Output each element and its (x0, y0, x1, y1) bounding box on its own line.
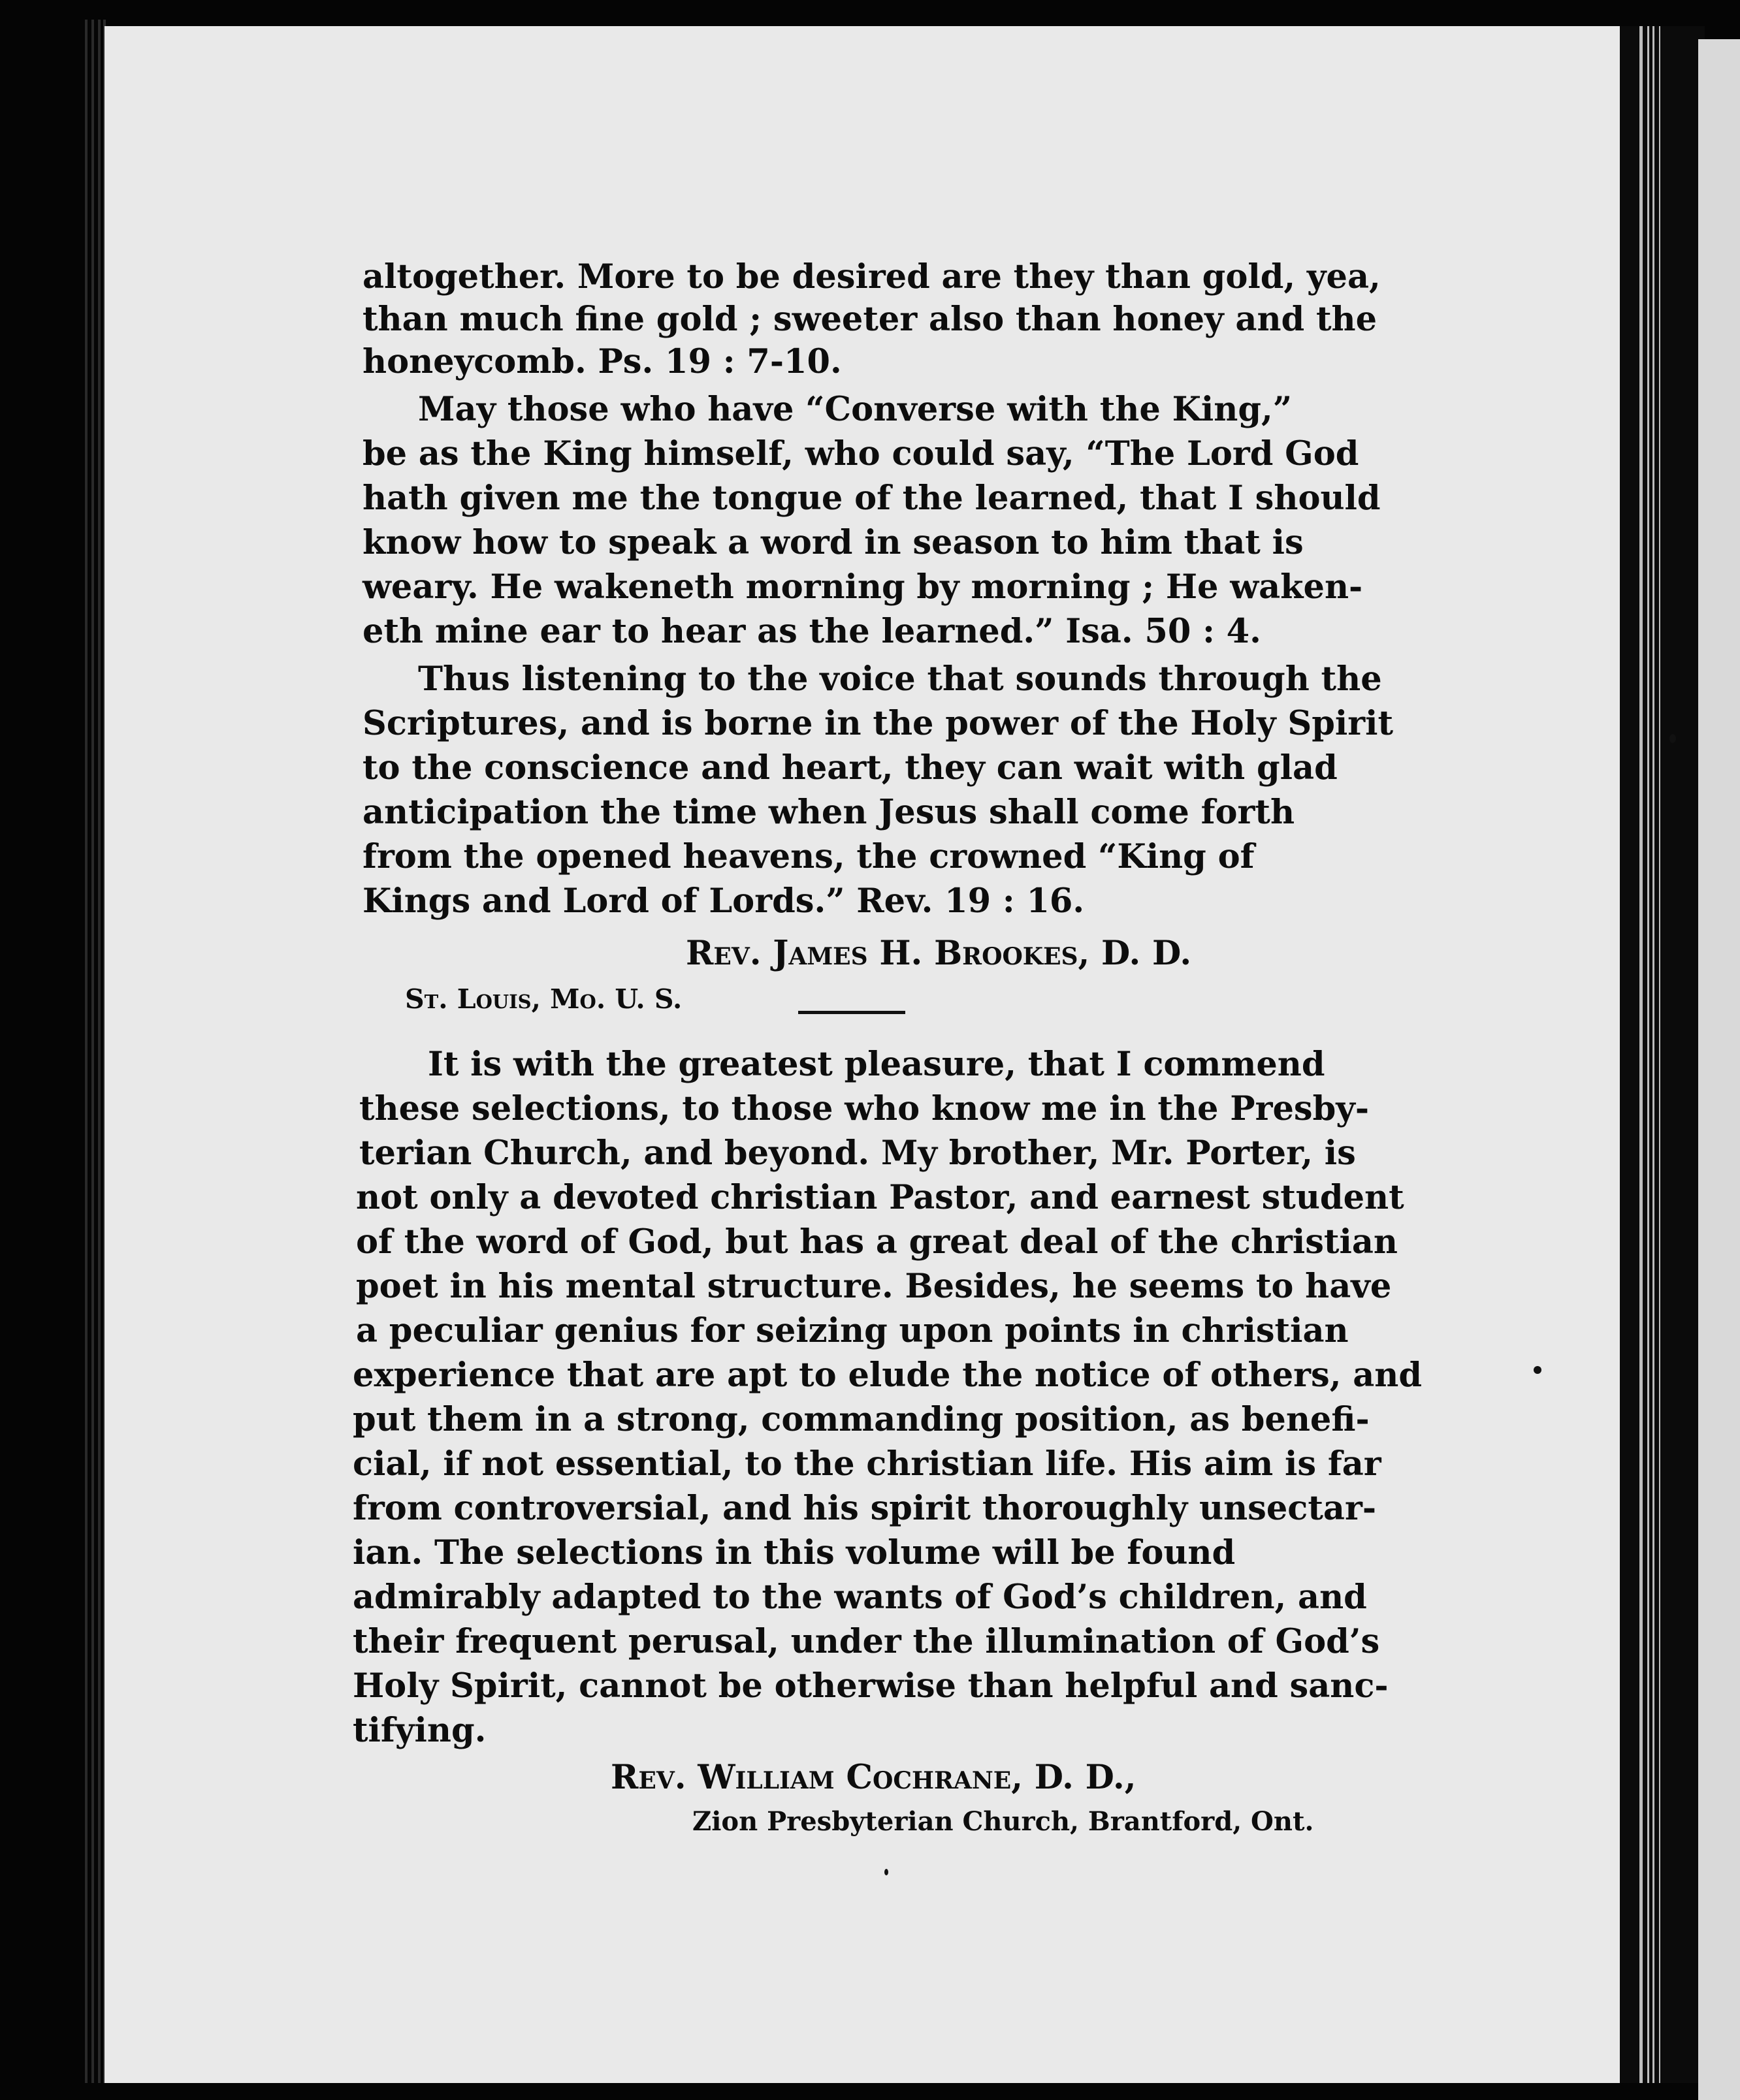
scan-speck (1669, 734, 1676, 743)
section-divider (798, 1011, 905, 1014)
text-line: anticipation the time when Jesus shall come forth (362, 793, 1295, 832)
text-line: Thus listening to the voice that sounds through the (418, 660, 1382, 699)
text-line: altogether. More to be desired are they than gold, yea, (362, 257, 1381, 296)
text-line: know how to speak a word in season to him that is (362, 523, 1304, 562)
scan-speck (884, 1869, 888, 1875)
facing-page-edge (1698, 39, 1740, 2100)
text-line: poet in his mental structure. Besides, he seems to have (356, 1267, 1392, 1306)
text-line: tifying. (353, 1711, 487, 1750)
text-line: experience that are apt to elude the notice of others, and (353, 1356, 1423, 1395)
text-line: honeycomb. Ps. 19 : 7-10. (362, 342, 842, 381)
text-line: these selections, to those who know me in the Presby- (359, 1089, 1370, 1128)
text-line: May those who have “Converse with the King,” (418, 390, 1293, 429)
text-line: from the opened heavens, the crowned “King of (362, 837, 1255, 876)
signature-name: Rev. William Cochrane, D. D., (611, 1758, 1136, 1797)
text-line: Scriptures, and is borne in the power of the Holy Spirit (362, 704, 1394, 743)
text-line: ian. The selections in this volume will be found (353, 1533, 1236, 1572)
scan-speck (1534, 1366, 1541, 1374)
text-line: be as the King himself, who could say, “The Lord God (362, 434, 1359, 473)
signature-place: Zion Presbyterian Church, Brantford, Ont. (692, 1806, 1314, 1837)
text-line: to the conscience and heart, they can wait with glad (362, 748, 1338, 788)
right-binding (1620, 26, 1705, 2083)
signature-place: St. Louis, Mo. U. S. (405, 983, 683, 1015)
text-line: weary. He wakeneth morning by morning ; He waken- (362, 567, 1363, 607)
text-line: their frequent perusal, under the illumination of God’s (353, 1622, 1380, 1661)
text-line: a peculiar genius for seizing upon points in christian (356, 1311, 1349, 1350)
text-line: Holy Spirit, cannot be otherwise than helpful and sanc- (353, 1666, 1389, 1706)
text-line: of the word of God, but has a great deal of the christian (356, 1222, 1398, 1262)
text-line: than much fine gold ; sweeter also than honey and the (362, 300, 1378, 339)
text-line: not only a devoted christian Pastor, and earnest student (356, 1178, 1404, 1217)
text-line: terian Church, and beyond. My brother, Mr. Porter, is (359, 1134, 1356, 1173)
text-line: cial, if not essential, to the christian life. His aim is far (353, 1444, 1381, 1484)
signature-name: Rev. James H. Brookes, D. D. (686, 934, 1192, 973)
text-line: hath given me the tongue of the learned, that I should (362, 479, 1381, 518)
text-line: from controversial, and his spirit thoroughly unsectar- (353, 1489, 1377, 1528)
text-line: put them in a strong, commanding position, as benefi- (353, 1400, 1370, 1439)
text-line: Kings and Lord of Lords.” Rev. 19 : 16. (362, 882, 1085, 921)
binding-spine (84, 20, 107, 2083)
text-line: It is with the greatest pleasure, that I commend (428, 1045, 1325, 1084)
text-line: admirably adapted to the wants of God’s children, and (353, 1578, 1367, 1617)
text-line: eth mine ear to hear as the learned.” Isa. 50 : 4. (362, 612, 1261, 651)
